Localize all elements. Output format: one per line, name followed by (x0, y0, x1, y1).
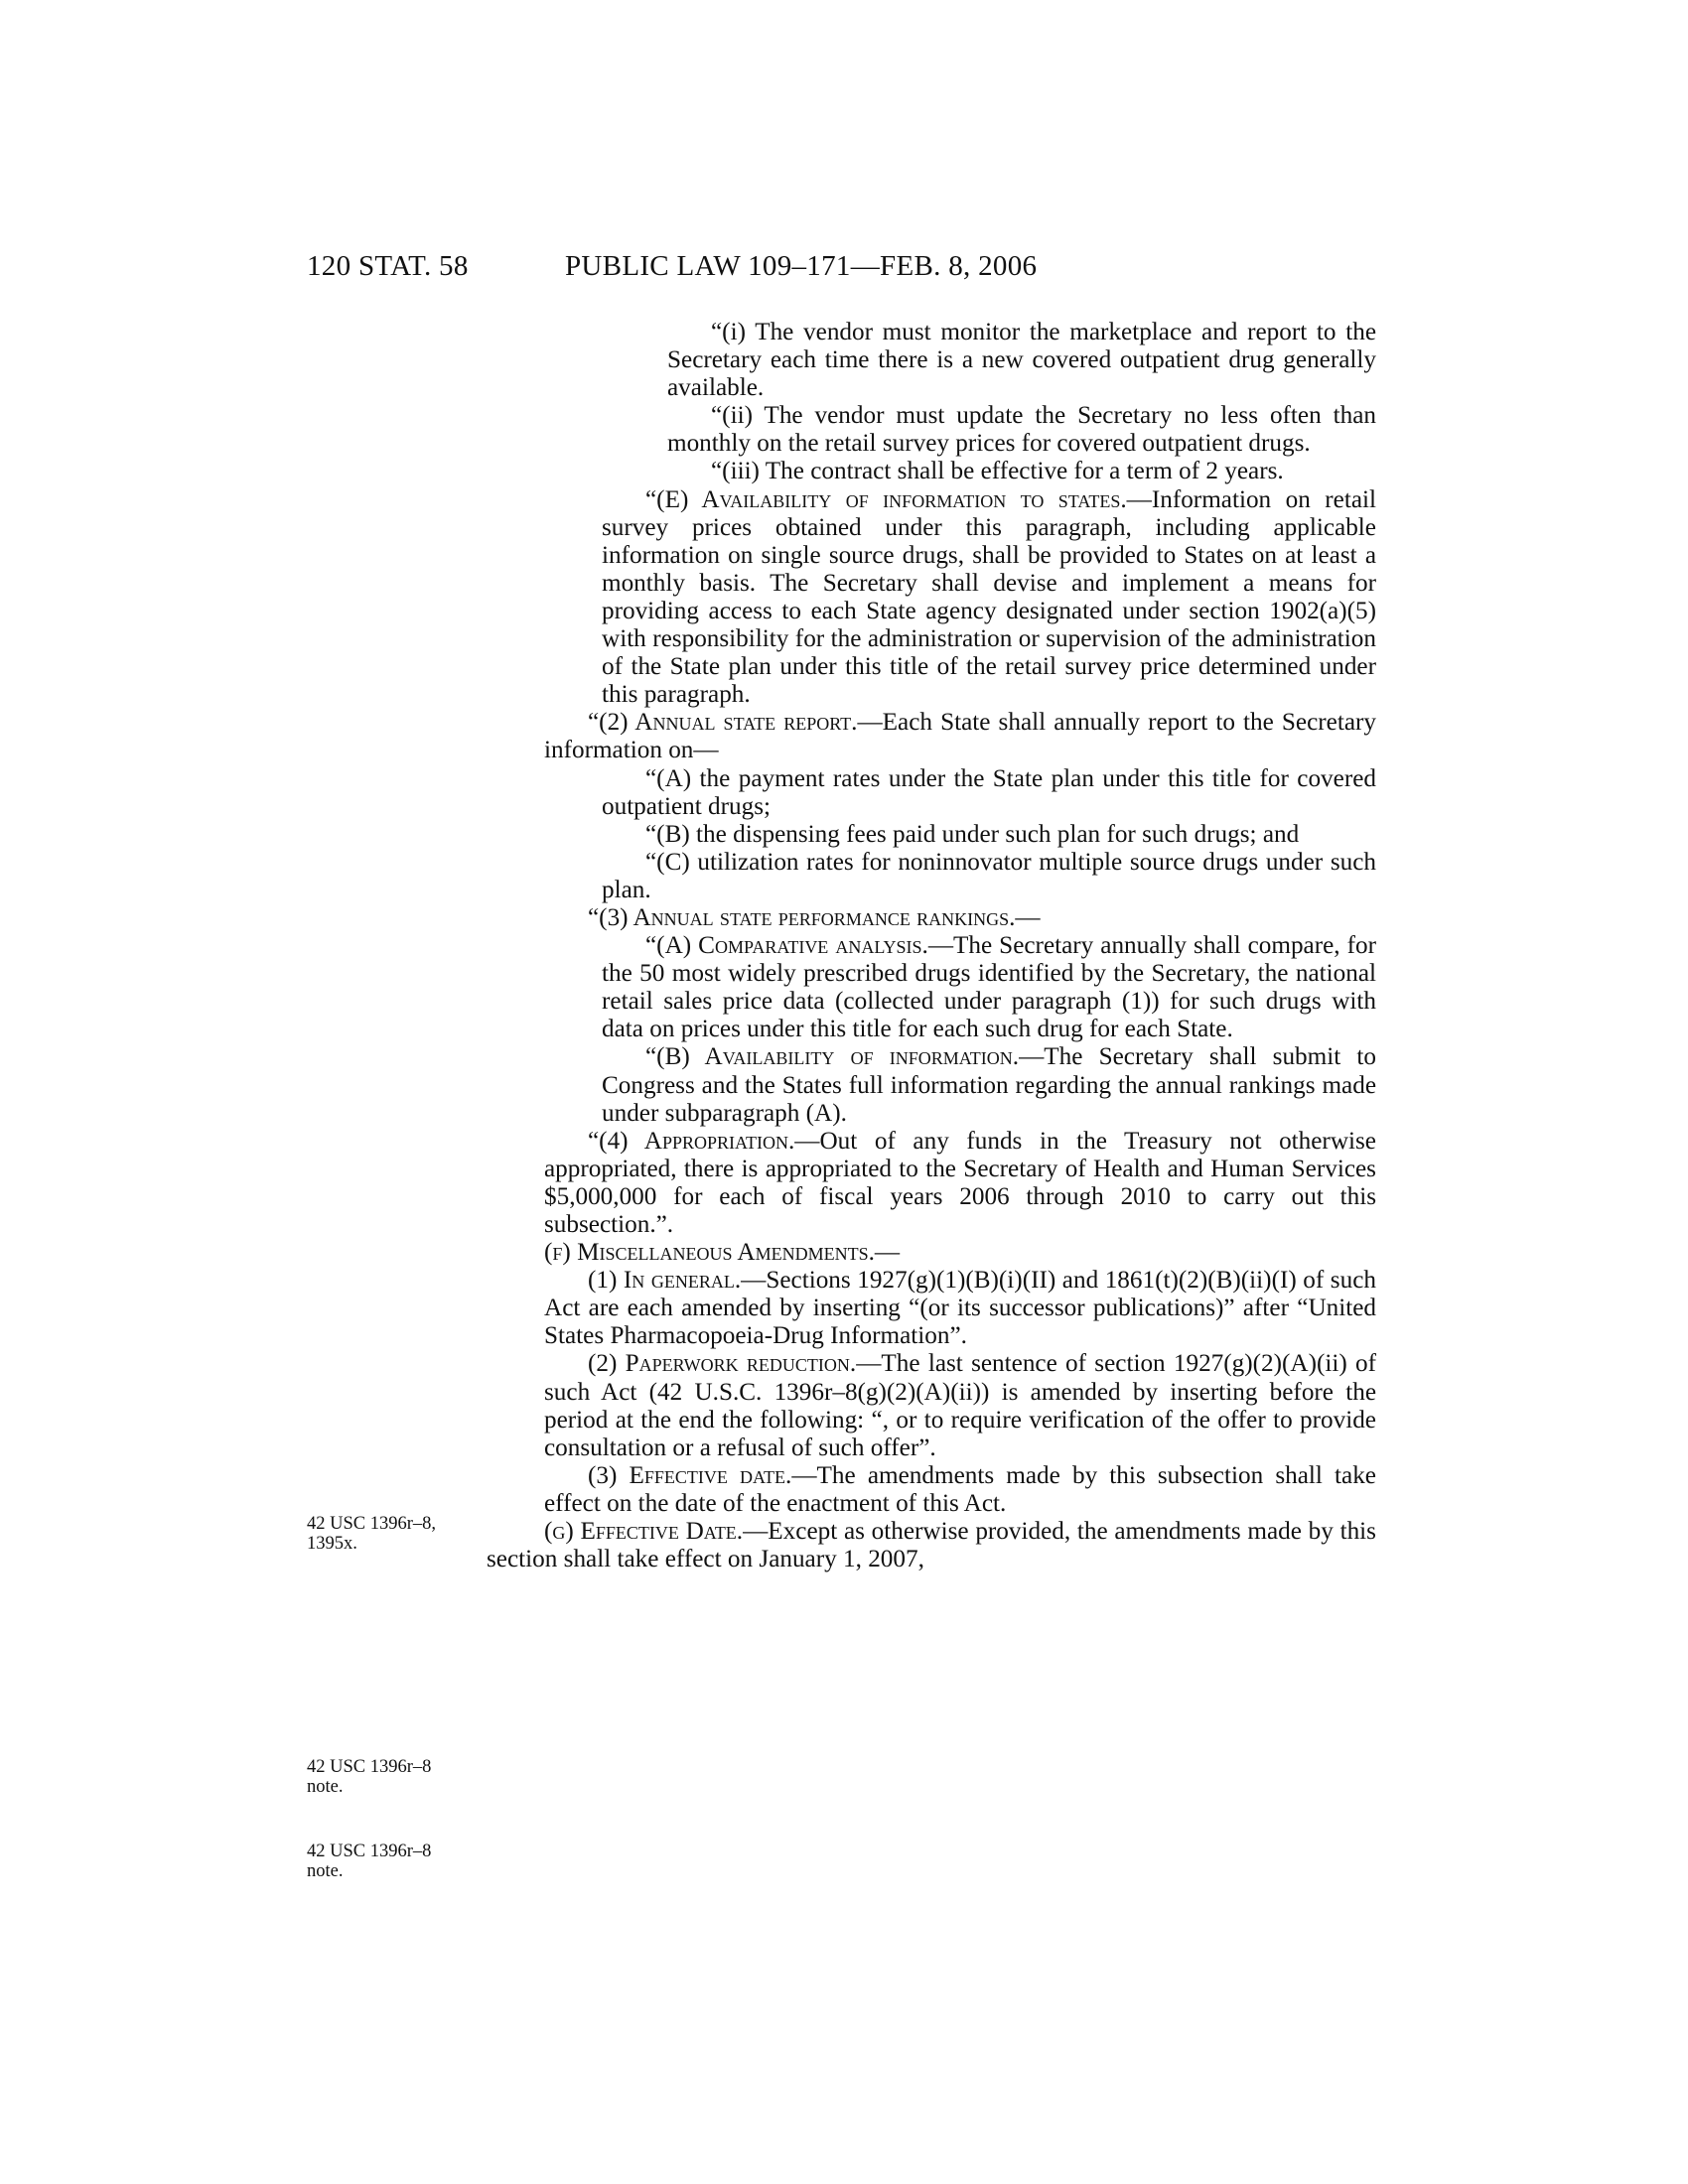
clause-iii: “(iii) The contract shall be effective for a term of 2 years. (711, 458, 1284, 485)
statute-body-text (487, 319, 1377, 1573)
paragraph-4: “(4) Appropriation.—Out of any funds in the Treasury not otherwise appropriated, there is appropriated to the Secretary of Health and Human Services $5,000,000 for each of fiscal years 2006 through 2010 to carry out this subsection.”. (544, 1127, 1376, 1238)
paragraph-f2: (2) Paperwork reduction.—The last sentence of section 1927(g)(2)(A)(ii) of such Act (42 U.S.C. 1396r–8(g)(2)(A)(ii)) is amended by inserting before the period at the end the following: “, or to require verification of the offer to provide consultation or a refusal of such offer”. (544, 1350, 1376, 1461)
margin-note-usc-citation: 42 USC 1396r–8 note. (307, 1842, 432, 1881)
subparagraph-a-comparative: “(A) Comparative analysis.—The Secretary annually shall compare, for the 50 most widely prescribed drugs identified by the Secretary, the national retail sales price data (collected under paragraph (1)) for such drugs with data on prices under this title for each such drug for each State. (602, 932, 1376, 1043)
subsection-f (544, 1239, 1376, 1267)
section-heading: “(B) Availability of information.— (645, 1043, 1045, 1071)
section-heading: (f) Miscellaneous Amendments.— (544, 1239, 901, 1267)
paragraph-f3: (3) Effective date.—The amendments made by this subsection shall take effect on the date of the enactment of this Act. (544, 1461, 1376, 1517)
margin-note-usc-citation: 42 USC 1396r–8, 1395x. (307, 1514, 437, 1554)
section-heading: (g) Effective Date.— (544, 1518, 769, 1546)
section-heading: “(2) Annual state report.— (588, 709, 883, 737)
section-heading: (3) Effective date.— (588, 1461, 817, 1489)
page-header (0, 250, 1688, 290)
clause-ii: “(ii) The vendor must update the Secretary no less often than monthly on the retail survey prices for covered outpatient drugs. (667, 402, 1376, 458)
subparagraph-b-availability: “(B) Availability of information.—The Secretary shall submit to Congress and the States full information regarding the annual rankings made under subparagraph (A). (602, 1043, 1376, 1127)
subparagraph-e: “(E) Availability of information to states.—Information on retail survey prices obtained under this paragraph, including applicable information on single source drugs, shall be provided to States on at least a monthly basis. The Secretary shall devise and implement a means for providing access to each State agency designated under section 1902(a)(5) with responsibility for the administration or supervision of the administration of the State plan under this title of the retail survey price determined under this paragraph. (602, 485, 1377, 709)
subsection-g: (g) Effective Date.—Except as otherwise provided, the amendments made by this section shall take effect on January 1, 2007, (487, 1518, 1376, 1573)
margin-note-usc-citation: 42 USC 1396r–8 note. (307, 1757, 432, 1797)
section-heading: “(A) Comparative analysis.— (645, 932, 954, 960)
subparagraph-c: “(C) utilization rates for noninnovator multiple source drugs under such plan. (602, 848, 1376, 903)
subparagraph-b: “(B) the dispensing fees paid under such plan for such drugs; and (645, 820, 1300, 848)
clause-i: “(i) The vendor must monitor the marketplace and report to the Secretary each time there is a new covered outpatient drug generally available. (667, 319, 1376, 402)
paragraph-3 (544, 904, 1376, 932)
section-heading: “(4) Appropriation.— (588, 1127, 820, 1155)
section-heading: (1) In general.— (588, 1267, 767, 1295)
section-heading: (2) Paperwork reduction.— (588, 1350, 882, 1378)
statute-page-reference: 120 STAT. 58 (307, 250, 469, 282)
paragraph-2: “(2) Annual state report.—Each State shall annually report to the Secretary information on— (544, 709, 1376, 764)
subparagraph-a: “(A) the payment rates under the State plan under this title for covered outpatient drugs; (602, 764, 1376, 820)
section-heading: “(E) Availability of information to states.— (645, 485, 1152, 513)
section-heading: “(3) Annual state performance rankings.— (588, 903, 1041, 931)
public-law-title: PUBLIC LAW 109–171—FEB. 8, 2006 (565, 250, 1038, 282)
paragraph-f1: (1) In general.—Sections 1927(g)(1)(B)(i)(II) and 1861(t)(2)(B)(ii)(I) of such Act are each amended by inserting “(or its successor publications)” after “United States Pharmacopoeia-Drug Information”. (544, 1267, 1376, 1350)
